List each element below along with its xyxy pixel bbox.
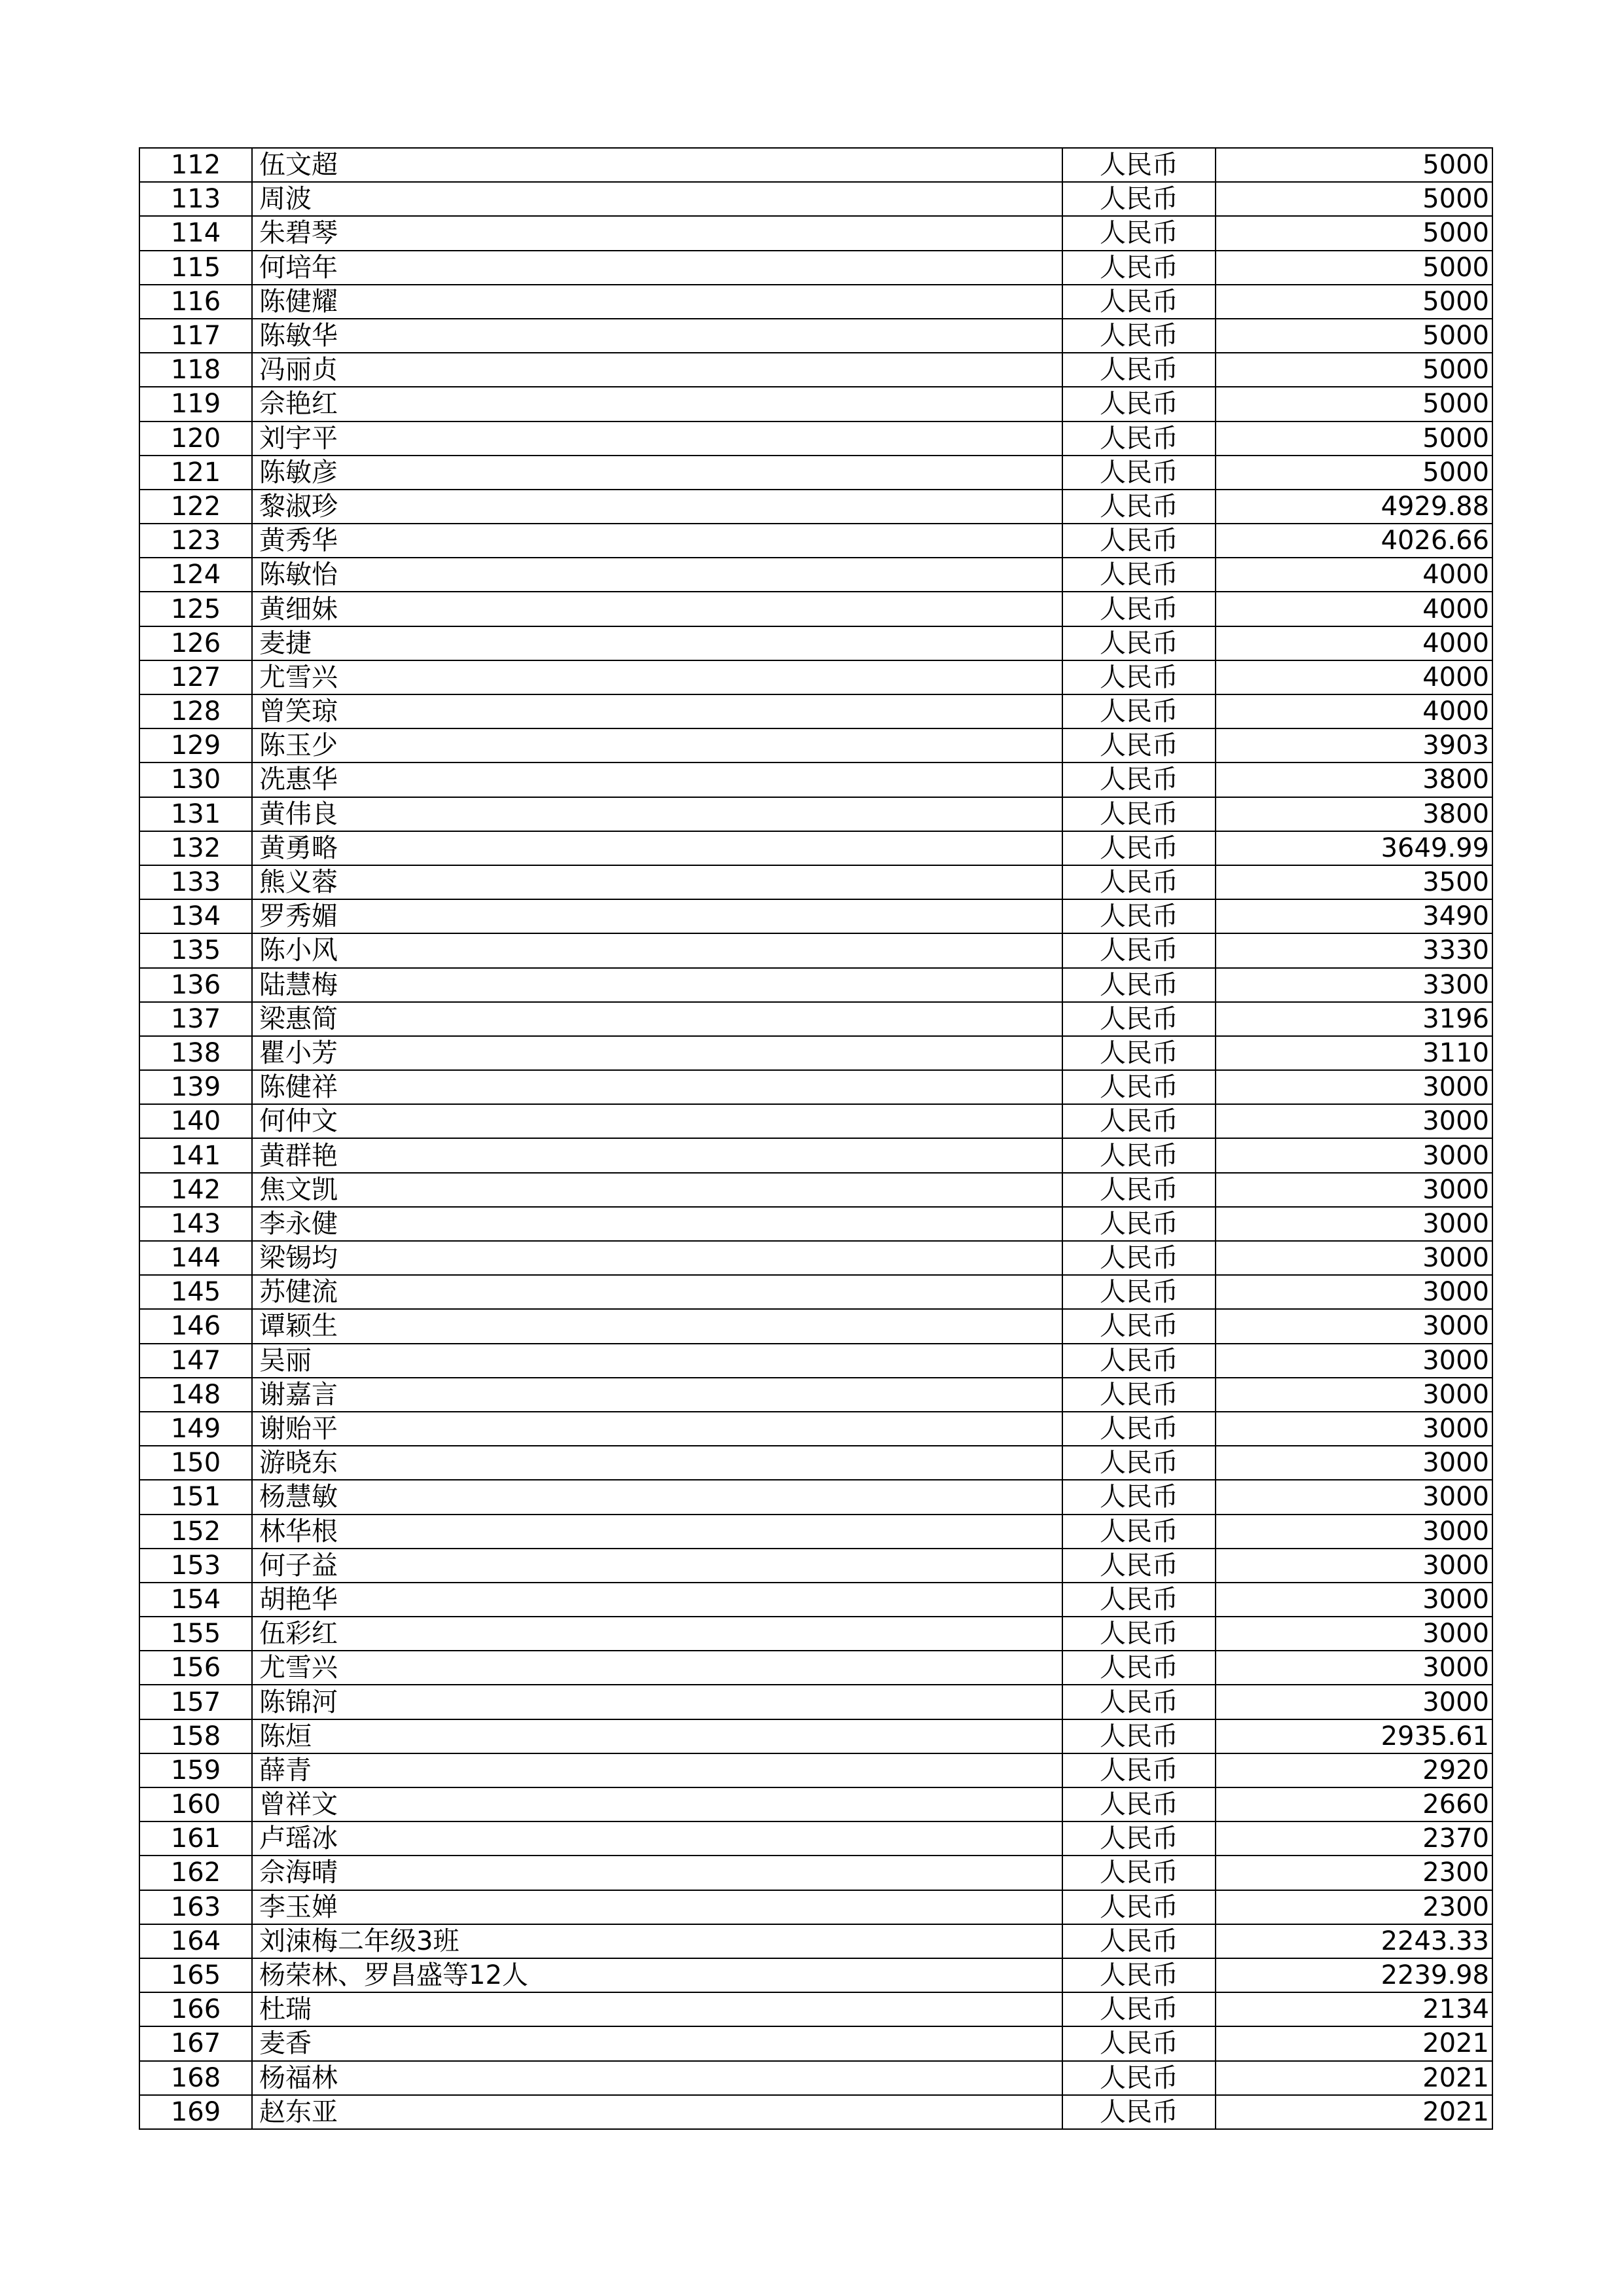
currency-cell: 人民币 [1062,933,1216,967]
row-number-cell: 169 [139,2095,252,2129]
row-number-cell: 119 [139,387,252,421]
table-row [139,1275,1492,1309]
currency-cell: 人民币 [1062,2026,1216,2060]
row-number-cell: 112 [139,148,252,182]
row-number-cell: 128 [139,694,252,728]
currency-cell: 人民币 [1062,1344,1216,1378]
donor-name-cell: 瞿小芳 [252,1036,1062,1070]
amount-cell: 3000 [1216,1617,1492,1651]
donor-name-cell: 谭颖生 [252,1309,1062,1343]
table-row [139,1856,1492,1890]
amount-cell: 3000 [1216,1446,1492,1480]
table-row [139,285,1492,319]
donor-name-cell: 陆慧梅 [252,968,1062,1002]
row-number-cell: 152 [139,1515,252,1549]
row-number-cell: 142 [139,1173,252,1207]
currency-cell: 人民币 [1062,1104,1216,1138]
currency-cell: 人民币 [1062,1138,1216,1172]
table-row [139,319,1492,353]
amount-cell: 5000 [1216,182,1492,216]
currency-cell: 人民币 [1062,182,1216,216]
row-number-cell: 147 [139,1344,252,1378]
table-row [139,1890,1492,1924]
donor-name-cell: 何仲文 [252,1104,1062,1138]
currency-cell: 人民币 [1062,1890,1216,1924]
donor-name-cell: 周波 [252,182,1062,216]
table-row [139,592,1492,626]
currency-cell: 人民币 [1062,865,1216,899]
amount-cell: 2370 [1216,1821,1492,1856]
row-number-cell: 165 [139,1958,252,1992]
table-row [139,422,1492,456]
amount-cell: 5000 [1216,456,1492,490]
row-number-cell: 148 [139,1378,252,1412]
row-number-cell: 160 [139,1787,252,1821]
table-row [139,1480,1492,1514]
amount-cell: 3000 [1216,1515,1492,1549]
currency-cell: 人民币 [1062,660,1216,694]
table-row [139,182,1492,216]
row-number-cell: 145 [139,1275,252,1309]
table-row [139,1309,1492,1343]
donor-name-cell: 陈玉少 [252,728,1062,762]
row-number-cell: 154 [139,1583,252,1617]
donor-name-cell: 陈锦河 [252,1685,1062,1719]
table-row [139,694,1492,728]
donor-name-cell: 黎淑珍 [252,490,1062,524]
row-number-cell: 129 [139,728,252,762]
table-row [139,762,1492,797]
currency-cell: 人民币 [1062,1275,1216,1309]
donor-name-cell: 吴丽 [252,1344,1062,1378]
currency-cell: 人民币 [1062,1070,1216,1104]
row-number-cell: 167 [139,2026,252,2060]
currency-cell: 人民币 [1062,1856,1216,1890]
row-number-cell: 139 [139,1070,252,1104]
donor-name-cell: 杨福林 [252,2061,1062,2095]
donor-name-cell: 梁惠简 [252,1002,1062,1036]
amount-cell: 3000 [1216,1241,1492,1275]
row-number-cell: 153 [139,1549,252,1583]
row-number-cell: 123 [139,524,252,558]
table-row [139,456,1492,490]
table-row [139,968,1492,1002]
row-number-cell: 133 [139,865,252,899]
table-row [139,1344,1492,1378]
amount-cell: 2300 [1216,1890,1492,1924]
currency-cell: 人民币 [1062,1309,1216,1343]
amount-cell: 3196 [1216,1002,1492,1036]
amount-cell: 2920 [1216,1753,1492,1787]
table-row [139,1617,1492,1651]
currency-cell: 人民币 [1062,797,1216,831]
currency-cell: 人民币 [1062,1992,1216,2026]
row-number-cell: 113 [139,182,252,216]
currency-cell: 人民币 [1062,1958,1216,1992]
amount-cell: 2935.61 [1216,1719,1492,1753]
table-row [139,216,1492,250]
amount-cell: 5000 [1216,251,1492,285]
donor-name-cell: 胡艳华 [252,1583,1062,1617]
currency-cell: 人民币 [1062,353,1216,387]
currency-cell: 人民币 [1062,1549,1216,1583]
donor-name-cell: 薛青 [252,1753,1062,1787]
currency-cell: 人民币 [1062,490,1216,524]
table-row [139,353,1492,387]
table-row [139,865,1492,899]
amount-cell: 2243.33 [1216,1924,1492,1958]
row-number-cell: 114 [139,216,252,250]
donor-name-cell: 黄勇略 [252,831,1062,865]
donor-name-cell: 朱碧琴 [252,216,1062,250]
table-row [139,1787,1492,1821]
table-row [139,1241,1492,1275]
table-row [139,558,1492,592]
amount-cell: 3903 [1216,728,1492,762]
table-row [139,1515,1492,1549]
table-row [139,1958,1492,1992]
donor-name-cell: 陈小风 [252,933,1062,967]
amount-cell: 3000 [1216,1309,1492,1343]
amount-cell: 3300 [1216,968,1492,1002]
row-number-cell: 162 [139,1856,252,1890]
row-number-cell: 155 [139,1617,252,1651]
currency-cell: 人民币 [1062,1651,1216,1685]
donor-name-cell: 罗秀媚 [252,899,1062,933]
row-number-cell: 137 [139,1002,252,1036]
table-row [139,387,1492,421]
table-row [139,2095,1492,2129]
amount-cell: 2021 [1216,2095,1492,2129]
amount-cell: 3000 [1216,1207,1492,1241]
table-row [139,933,1492,967]
row-number-cell: 157 [139,1685,252,1719]
row-number-cell: 151 [139,1480,252,1514]
currency-cell: 人民币 [1062,1173,1216,1207]
row-number-cell: 132 [139,831,252,865]
row-number-cell: 150 [139,1446,252,1480]
table-row [139,1924,1492,1958]
row-number-cell: 144 [139,1241,252,1275]
table-row [139,1173,1492,1207]
currency-cell: 人民币 [1062,251,1216,285]
amount-cell: 5000 [1216,353,1492,387]
currency-cell: 人民币 [1062,694,1216,728]
table-row [139,251,1492,285]
table-row [139,728,1492,762]
donor-name-cell: 陈敏华 [252,319,1062,353]
donor-name-cell: 李永健 [252,1207,1062,1241]
amount-cell: 3000 [1216,1173,1492,1207]
donor-name-cell: 何培年 [252,251,1062,285]
amount-cell: 2300 [1216,1856,1492,1890]
amount-cell: 4929.88 [1216,490,1492,524]
row-number-cell: 116 [139,285,252,319]
row-number-cell: 164 [139,1924,252,1958]
amount-cell: 5000 [1216,319,1492,353]
amount-cell: 5000 [1216,148,1492,182]
currency-cell: 人民币 [1062,728,1216,762]
table-row [139,1821,1492,1856]
amount-cell: 2134 [1216,1992,1492,2026]
currency-cell: 人民币 [1062,1207,1216,1241]
donor-name-cell: 谢嘉言 [252,1378,1062,1412]
donor-name-cell: 陈健耀 [252,285,1062,319]
donor-name-cell: 何子益 [252,1549,1062,1583]
donor-name-cell: 谢贻平 [252,1412,1062,1446]
currency-cell: 人民币 [1062,762,1216,797]
currency-cell: 人民币 [1062,1002,1216,1036]
table-row [139,1719,1492,1753]
table-row [139,2061,1492,2095]
amount-cell: 3000 [1216,1344,1492,1378]
row-number-cell: 124 [139,558,252,592]
currency-cell: 人民币 [1062,1753,1216,1787]
donor-name-cell: 黄细妹 [252,592,1062,626]
currency-cell: 人民币 [1062,524,1216,558]
amount-cell: 4026.66 [1216,524,1492,558]
row-number-cell: 159 [139,1753,252,1787]
amount-cell: 3000 [1216,1070,1492,1104]
currency-cell: 人民币 [1062,456,1216,490]
donor-name-cell: 曾笑琼 [252,694,1062,728]
donor-name-cell: 卢瑶冰 [252,1821,1062,1856]
currency-cell: 人民币 [1062,1719,1216,1753]
row-number-cell: 131 [139,797,252,831]
donor-name-cell: 李玉婵 [252,1890,1062,1924]
currency-cell: 人民币 [1062,216,1216,250]
currency-cell: 人民币 [1062,1241,1216,1275]
donor-name-cell: 林华根 [252,1515,1062,1549]
amount-cell: 5000 [1216,285,1492,319]
row-number-cell: 166 [139,1992,252,2026]
donor-name-cell: 陈健祥 [252,1070,1062,1104]
donor-name-cell: 赵东亚 [252,2095,1062,2129]
currency-cell: 人民币 [1062,899,1216,933]
currency-cell: 人民币 [1062,285,1216,319]
donor-name-cell: 曾祥文 [252,1787,1062,1821]
row-number-cell: 127 [139,660,252,694]
donor-name-cell: 麦香 [252,2026,1062,2060]
amount-cell: 3649.99 [1216,831,1492,865]
row-number-cell: 122 [139,490,252,524]
row-number-cell: 143 [139,1207,252,1241]
row-number-cell: 161 [139,1821,252,1856]
amount-cell: 3500 [1216,865,1492,899]
amount-cell: 5000 [1216,387,1492,421]
table-row [139,899,1492,933]
table-row [139,797,1492,831]
table-body [139,148,1492,2129]
donor-name-cell: 佘海晴 [252,1856,1062,1890]
amount-cell: 3000 [1216,1651,1492,1685]
row-number-cell: 121 [139,456,252,490]
donor-name-cell: 梁锡均 [252,1241,1062,1275]
amount-cell: 2660 [1216,1787,1492,1821]
amount-cell: 3800 [1216,797,1492,831]
amount-cell: 3330 [1216,933,1492,967]
donor-name-cell: 黄秀华 [252,524,1062,558]
currency-cell: 人民币 [1062,1446,1216,1480]
row-number-cell: 163 [139,1890,252,1924]
row-number-cell: 168 [139,2061,252,2095]
donor-name-cell: 陈敏怡 [252,558,1062,592]
donor-name-cell: 麦捷 [252,626,1062,660]
currency-cell: 人民币 [1062,1787,1216,1821]
donor-name-cell: 杨荣林、罗昌盛等12人 [252,1958,1062,1992]
donor-name-cell: 尤雪兴 [252,660,1062,694]
amount-cell: 4000 [1216,558,1492,592]
donor-name-cell: 黄群艳 [252,1138,1062,1172]
row-number-cell: 141 [139,1138,252,1172]
table-row [139,1412,1492,1446]
donor-name-cell: 苏健流 [252,1275,1062,1309]
amount-cell: 3000 [1216,1412,1492,1446]
amount-cell: 3110 [1216,1036,1492,1070]
donor-name-cell: 游晓东 [252,1446,1062,1480]
amount-cell: 2239.98 [1216,1958,1492,1992]
row-number-cell: 117 [139,319,252,353]
donor-name-cell: 伍彩红 [252,1617,1062,1651]
donor-name-cell: 陈敏彦 [252,456,1062,490]
currency-cell: 人民币 [1062,1821,1216,1856]
currency-cell: 人民币 [1062,1378,1216,1412]
donor-name-cell: 刘涑梅二年级3班 [252,1924,1062,1958]
amount-cell: 3000 [1216,1549,1492,1583]
donor-name-cell: 焦文凯 [252,1173,1062,1207]
table-row [139,2026,1492,2060]
table-row [139,626,1492,660]
table-row [139,524,1492,558]
amount-cell: 4000 [1216,660,1492,694]
row-number-cell: 126 [139,626,252,660]
amount-cell: 5000 [1216,422,1492,456]
donor-name-cell: 杜瑞 [252,1992,1062,2026]
currency-cell: 人民币 [1062,387,1216,421]
currency-cell: 人民币 [1062,1036,1216,1070]
table-row [139,660,1492,694]
row-number-cell: 138 [139,1036,252,1070]
currency-cell: 人民币 [1062,319,1216,353]
amount-cell: 4000 [1216,592,1492,626]
table-row [139,831,1492,865]
amount-cell: 5000 [1216,216,1492,250]
amount-cell: 3000 [1216,1378,1492,1412]
amount-cell: 4000 [1216,626,1492,660]
table-row [139,1549,1492,1583]
table-row [139,1002,1492,1036]
currency-cell: 人民币 [1062,148,1216,182]
amount-cell: 2021 [1216,2026,1492,2060]
donor-name-cell: 冼惠华 [252,762,1062,797]
table-row [139,1036,1492,1070]
donor-name-cell: 伍文超 [252,148,1062,182]
currency-cell: 人民币 [1062,2061,1216,2095]
currency-cell: 人民币 [1062,1480,1216,1514]
row-number-cell: 130 [139,762,252,797]
table-row [139,148,1492,182]
row-number-cell: 120 [139,422,252,456]
amount-cell: 2021 [1216,2061,1492,2095]
donor-name-cell: 陈烜 [252,1719,1062,1753]
table-row [139,1992,1492,2026]
table-row [139,1104,1492,1138]
donor-name-cell: 刘宇平 [252,422,1062,456]
amount-cell: 4000 [1216,694,1492,728]
table-row [139,1651,1492,1685]
currency-cell: 人民币 [1062,1924,1216,1958]
table-row [139,1583,1492,1617]
table-row [139,1446,1492,1480]
currency-cell: 人民币 [1062,422,1216,456]
donor-name-cell: 黄伟良 [252,797,1062,831]
table-row [139,1753,1492,1787]
row-number-cell: 118 [139,353,252,387]
donor-name-cell: 熊义蓉 [252,865,1062,899]
row-number-cell: 146 [139,1309,252,1343]
donation-table [139,147,1493,2130]
table-row [139,1138,1492,1172]
currency-cell: 人民币 [1062,1412,1216,1446]
currency-cell: 人民币 [1062,2095,1216,2129]
row-number-cell: 135 [139,933,252,967]
donor-name-cell: 杨慧敏 [252,1480,1062,1514]
currency-cell: 人民币 [1062,626,1216,660]
donor-name-cell: 尤雪兴 [252,1651,1062,1685]
currency-cell: 人民币 [1062,1583,1216,1617]
amount-cell: 3000 [1216,1104,1492,1138]
currency-cell: 人民币 [1062,1685,1216,1719]
currency-cell: 人民币 [1062,1515,1216,1549]
row-number-cell: 136 [139,968,252,1002]
donor-name-cell: 佘艳红 [252,387,1062,421]
amount-cell: 3000 [1216,1685,1492,1719]
row-number-cell: 149 [139,1412,252,1446]
currency-cell: 人民币 [1062,592,1216,626]
row-number-cell: 158 [139,1719,252,1753]
currency-cell: 人民币 [1062,1617,1216,1651]
donor-name-cell: 冯丽贞 [252,353,1062,387]
amount-cell: 3000 [1216,1583,1492,1617]
currency-cell: 人民币 [1062,558,1216,592]
amount-cell: 3800 [1216,762,1492,797]
row-number-cell: 140 [139,1104,252,1138]
amount-cell: 3490 [1216,899,1492,933]
amount-cell: 3000 [1216,1275,1492,1309]
row-number-cell: 134 [139,899,252,933]
row-number-cell: 156 [139,1651,252,1685]
row-number-cell: 125 [139,592,252,626]
amount-cell: 3000 [1216,1480,1492,1514]
row-number-cell: 115 [139,251,252,285]
table-row [139,1207,1492,1241]
currency-cell: 人民币 [1062,831,1216,865]
table-row [139,490,1492,524]
currency-cell: 人民币 [1062,968,1216,1002]
table-row [139,1070,1492,1104]
table-row [139,1685,1492,1719]
table-row [139,1378,1492,1412]
amount-cell: 3000 [1216,1138,1492,1172]
